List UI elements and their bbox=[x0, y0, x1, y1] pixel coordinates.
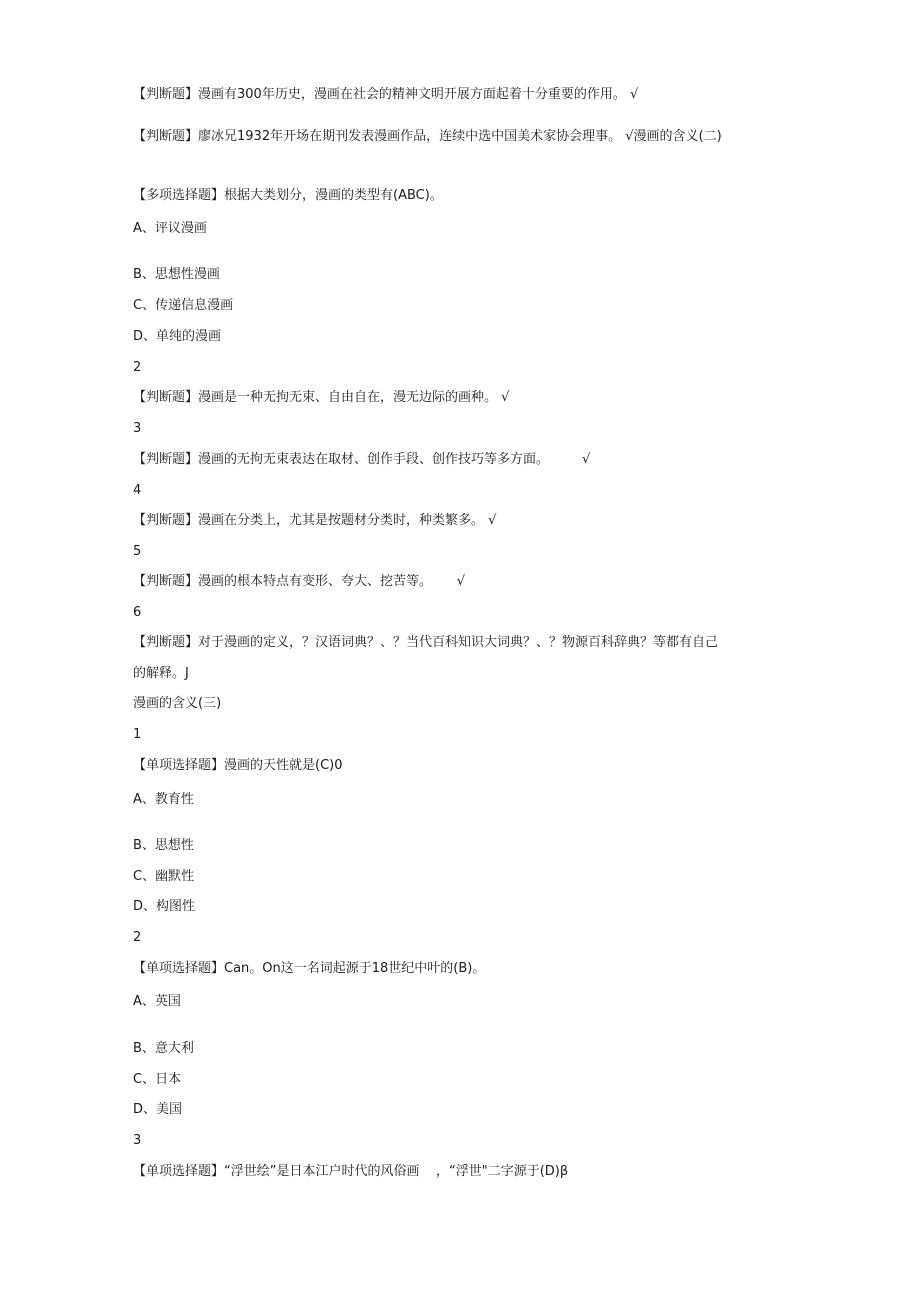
option-b: B、思想性漫画 bbox=[133, 267, 220, 282]
judgment-question: 【判断题】漫画在分类上，尤其是按题材分类时，种类繁多。 √ bbox=[133, 513, 497, 528]
option-c: C、幽默性 bbox=[133, 869, 195, 884]
option-a: A、英国 bbox=[133, 994, 181, 1009]
single-choice-question: 【单项选择题】“浮世绘”是日本江户时代的风俗画 ，“浮世"二字源于(D)β bbox=[133, 1164, 569, 1179]
single-choice-question: 【单项选择题】漫画的天性就是(C)0 bbox=[133, 758, 343, 773]
option-c: C、传递信息漫画 bbox=[133, 298, 234, 313]
question-number: 4 bbox=[133, 483, 142, 498]
judgment-question-1: 【判断题】漫画有300年历史，漫画在社会的精神文明开展方面起着十分重要的作用。 √ bbox=[133, 87, 639, 102]
question-number: 5 bbox=[133, 544, 142, 559]
option-d: D、单纯的漫画 bbox=[133, 329, 222, 344]
option-a: A、评议漫画 bbox=[133, 221, 207, 236]
multiple-choice-question: 【多项选择题】根据大类划分，漫画的类型有(ABC)。 bbox=[133, 188, 443, 203]
question-number: 3 bbox=[133, 421, 142, 436]
option-b: B、思想性 bbox=[133, 838, 194, 853]
judgment-question: 【判断题】漫画是一种无拘无束、自由自在，漫无边际的画种。 √ bbox=[133, 390, 510, 405]
question-number: 2 bbox=[133, 360, 142, 375]
option-b: B、意大利 bbox=[133, 1041, 194, 1056]
judgment-question: 【判断题】漫画的无拘无束表达在取材、创作手段、创作技巧等多方面。 √ bbox=[133, 452, 591, 467]
judgment-question-2: 【判断题】廖冰兄1932年开场在期刊发表漫画作品，连续中选中国美术家协会理事。 √漫画的含义(二) bbox=[133, 129, 722, 144]
question-number: 1 bbox=[133, 727, 142, 742]
option-d: D、美国 bbox=[133, 1102, 183, 1117]
single-choice-question: 【单项选择题】Can。On这一名词起源于18世纪中叶的(B)。 bbox=[133, 961, 486, 976]
question-number: 2 bbox=[133, 930, 142, 945]
option-c: C、日本 bbox=[133, 1072, 182, 1087]
option-a: A、教育性 bbox=[133, 792, 194, 807]
judgment-question: 【判断题】对于漫画的定义，？汉语词典？、？当代百科知识大词典？、？物源百科辞典？等都有自己 bbox=[133, 635, 719, 650]
judgment-question: 【判断题】漫画的根本特点有变形、夸大、挖苦等。 √ bbox=[133, 574, 466, 589]
judgment-question-continued: 的解释。J bbox=[133, 666, 189, 681]
section-heading: 漫画的含义(三) bbox=[133, 696, 222, 711]
question-number: 6 bbox=[133, 605, 142, 620]
question-number: 3 bbox=[133, 1133, 142, 1148]
option-d: D、构图性 bbox=[133, 899, 196, 914]
